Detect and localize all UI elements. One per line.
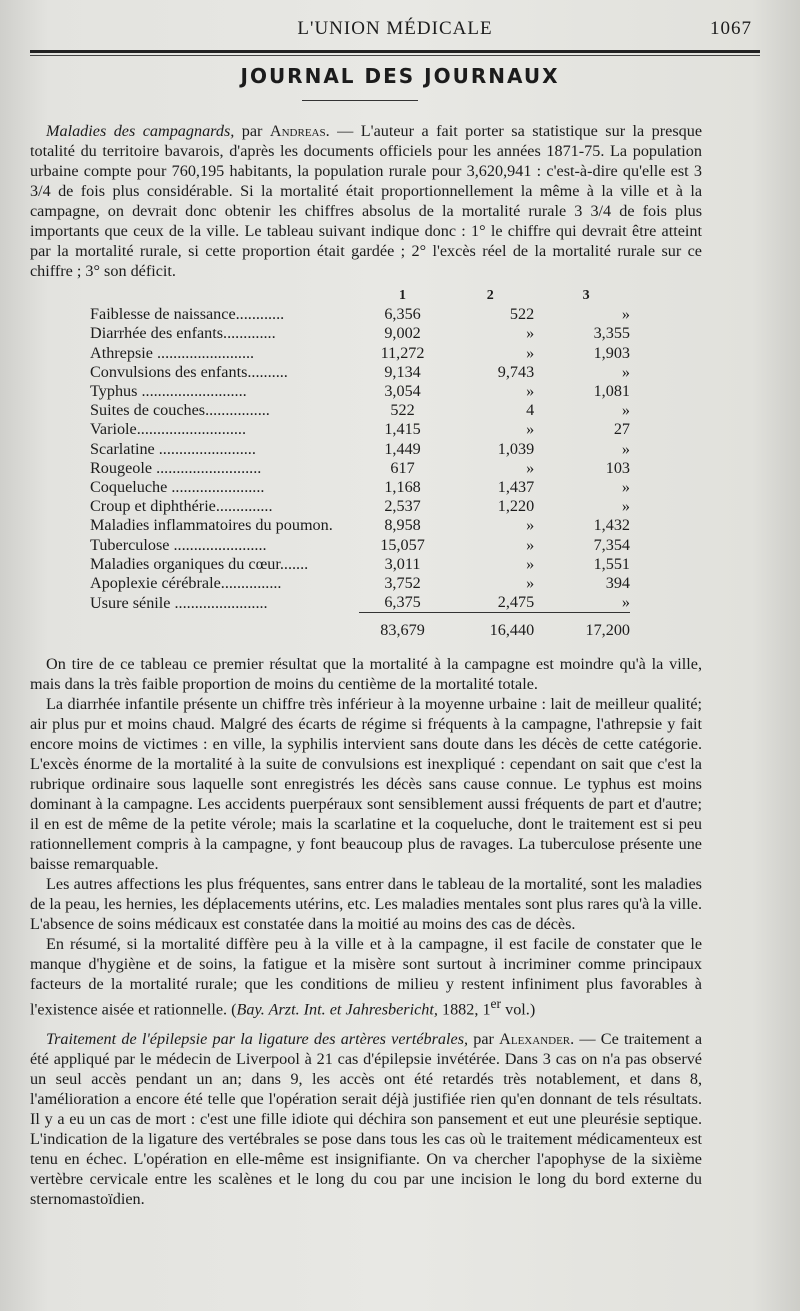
col-header-3: 3 xyxy=(582,288,590,303)
table-row: Convulsions des enfants.......... 9,134 9,743 » xyxy=(90,362,630,381)
article-2-title: Traitement de l'épilepsie par la ligature des artères vertébrales, xyxy=(46,1030,469,1049)
article-1-intro-text: — L'auteur a fait porter sa statistique sur la presque totalité du territoire bavarois, d'après les documents officiels pour les années 1871-75. La population urbaine compte pour 760,195 habitants, la population rurale pour 3,620,941 : c'est-à-dire qu'elle est 3 3/4 de fois plus considérable. Si la mortalité était proportionnellement la même à la ville et à la campagne, on devrait donc obtenir les chiffres absolus de la mortalité rurale 3 3/4 de fois plus importants que ceux de la ville. Le tableau suivant indique donc : 1° le chiffre qui devrait être atteint par la mortalité rurale, si cette proportion était gardée ; 2° l'excès réel de la mortalité rurale sur ce chiffre ; 3° son déficit. xyxy=(30,122,703,280)
table-row: Diarrhée des enfants............. 9,002 » 3,355 xyxy=(90,324,630,343)
table-row: Apoplexie cérébrale............... 3,752 » 394 xyxy=(90,574,630,593)
table-header-row xyxy=(90,286,630,305)
article-2 xyxy=(30,1029,702,1209)
table-row: Variole........................... 1,415 » 27 xyxy=(90,420,630,439)
mortality-table xyxy=(90,286,630,641)
total-col-3: 17,200 xyxy=(542,613,630,642)
paragraph: Les autres affections les plus fréquentes, sans entrer dans le tableau de la mortalité, sont les maladies de la peau, les hernies, les déplacements utérins, etc. Les maladies mentales sont plus rares qu'à la ville. L'absence de soins médicaux est constatée dans la moitié au moins des cas de décès. xyxy=(30,875,702,933)
citation-open: ( xyxy=(231,1000,237,1019)
citation-tail: 1882, 1 xyxy=(441,1000,491,1019)
table-row: Usure sénile ....................... 6,375 2,475 » xyxy=(90,593,630,612)
running-title: L'UNION MÉDICALE xyxy=(297,18,493,39)
table-row: Croup et diphthérie.............. 2,537 1,220 » xyxy=(90,497,630,516)
table-row: Typhus .......................... 3,054 » 1,081 xyxy=(90,382,630,401)
table-row: Tuberculose ....................... 15,057 » 7,354 xyxy=(90,535,630,554)
table-row: Scarlatine ........................ 1,449 1,039 » xyxy=(90,439,630,458)
col-header-1: 1 xyxy=(399,288,407,303)
paragraph: En résumé, si la mortalité diffère peu à la ville et à la campagne, il est facile de constater que le manque d'hygiène et de soins, la fatigue et la misère sont surtout à incriminer comme principaux facteurs de la mortalité rurale; que les conditions de milieu y restent infiniment plus favorables à l'existence aisée et rationnelle. xyxy=(30,935,702,1019)
header-rule-thin xyxy=(30,55,760,56)
table-row: Suites de couches................ 522 4 » xyxy=(90,401,630,420)
table-row: Athrepsie ........................ 11,272 » 1,903 xyxy=(90,343,630,362)
col-header-2: 2 xyxy=(486,288,494,303)
article-1-title: Maladies des campagnards, xyxy=(46,122,235,140)
total-col-2: 16,440 xyxy=(446,613,542,642)
article-1-by: par xyxy=(241,122,263,140)
table-row: Faiblesse de naissance............ 6,356 522 » xyxy=(90,305,630,324)
article-2-author: Alexander. xyxy=(499,1030,575,1049)
article-2-text: — Ce traitement a été appliqué par le médecin de Liverpool à 21 cas d'épilepsie invétérée. Dans 3 cas on n'a pas observé un seul accès pendant un an; dans 9, les accès ont été retardés très notablement, et dans 8, l'amélioration a encore été telle que l'opération serait déjà justifiée rien qu'en donnant de tels résultats. Il y a eu un cas de mort : c'est une fille idiote qui déchira son pansement et eut une pleurésie septique. L'indication de la ligature des vertébrales se pose dans tous les cas où le traitement médicamenteux est tenu en échec. L'opération en elle-même est insignifiante. On va chercher l'apophyse de la sixième vertèbre cervicale entre les scalènes et le long du cou par une incision le long du bord externe du sternomastoïdien. xyxy=(30,1030,703,1209)
paragraph: La diarrhée infantile présente un chiffre très inférieur à la moyenne urbaine : lait de meilleur qualité; air plus pur et moins chaud. Malgré des écarts de régime si fréquents à la campagne, l'athrepsie y fait encore moins de victimes : en ville, la syphilis intervient sans doute dans les décès de cette catégorie. L'excès énorme de la mortalité à la suite de convulsions est inexpliqué : cependant on sait que c'est la rubrique ordinaire sous laquelle sont enregistrés les décès sans cause connue. Le typhus est moins dominant à la campagne. Les accidents puerpéraux sont sensiblement aussi fréquents de part et d'autre; il en est de même de la petite vérole; mais la scarlatine et la coqueluche, dont le traitement est si peu rationnellement compris à la campagne, y font beaucoup plus de ravages. La tuberculose présente une baisse remarquable. xyxy=(30,695,702,873)
article-1-author: Andreas. xyxy=(269,122,330,140)
section-title: JOURNAL DES JOURNAUX xyxy=(240,64,560,88)
article-1-intro xyxy=(30,121,702,281)
article-1-body xyxy=(30,654,702,1209)
section-divider xyxy=(302,100,418,101)
table-row: Maladies organiques du cœur....... 3,011 » 1,551 xyxy=(90,554,630,573)
table-row: Maladies inflammatoires du poumon. 8,958 » 1,432 xyxy=(90,516,630,535)
table-row: Rougeole .......................... 617 » 103 xyxy=(90,458,630,477)
citation-sup: er xyxy=(490,996,502,1011)
citation-end: vol.) xyxy=(505,1000,536,1019)
paragraph-summary xyxy=(30,934,702,1019)
table-total-row xyxy=(90,613,630,642)
citation-source: Bay. Arzt. Int. et Jahresbericht, xyxy=(236,1000,438,1019)
article-2-by: par xyxy=(473,1030,494,1049)
running-head xyxy=(30,14,760,44)
header-rule xyxy=(30,50,760,53)
page-number: 1067 xyxy=(710,18,752,39)
paragraph: On tire de ce tableau ce premier résultat que la mortalité à la campagne est moindre qu'à la ville, mais dans la très faible proportion de moins du centième de la mortalité totale. xyxy=(30,655,702,693)
table-row: Coqueluche ....................... 1,168 1,437 » xyxy=(90,478,630,497)
total-col-1: 83,679 xyxy=(359,613,447,642)
